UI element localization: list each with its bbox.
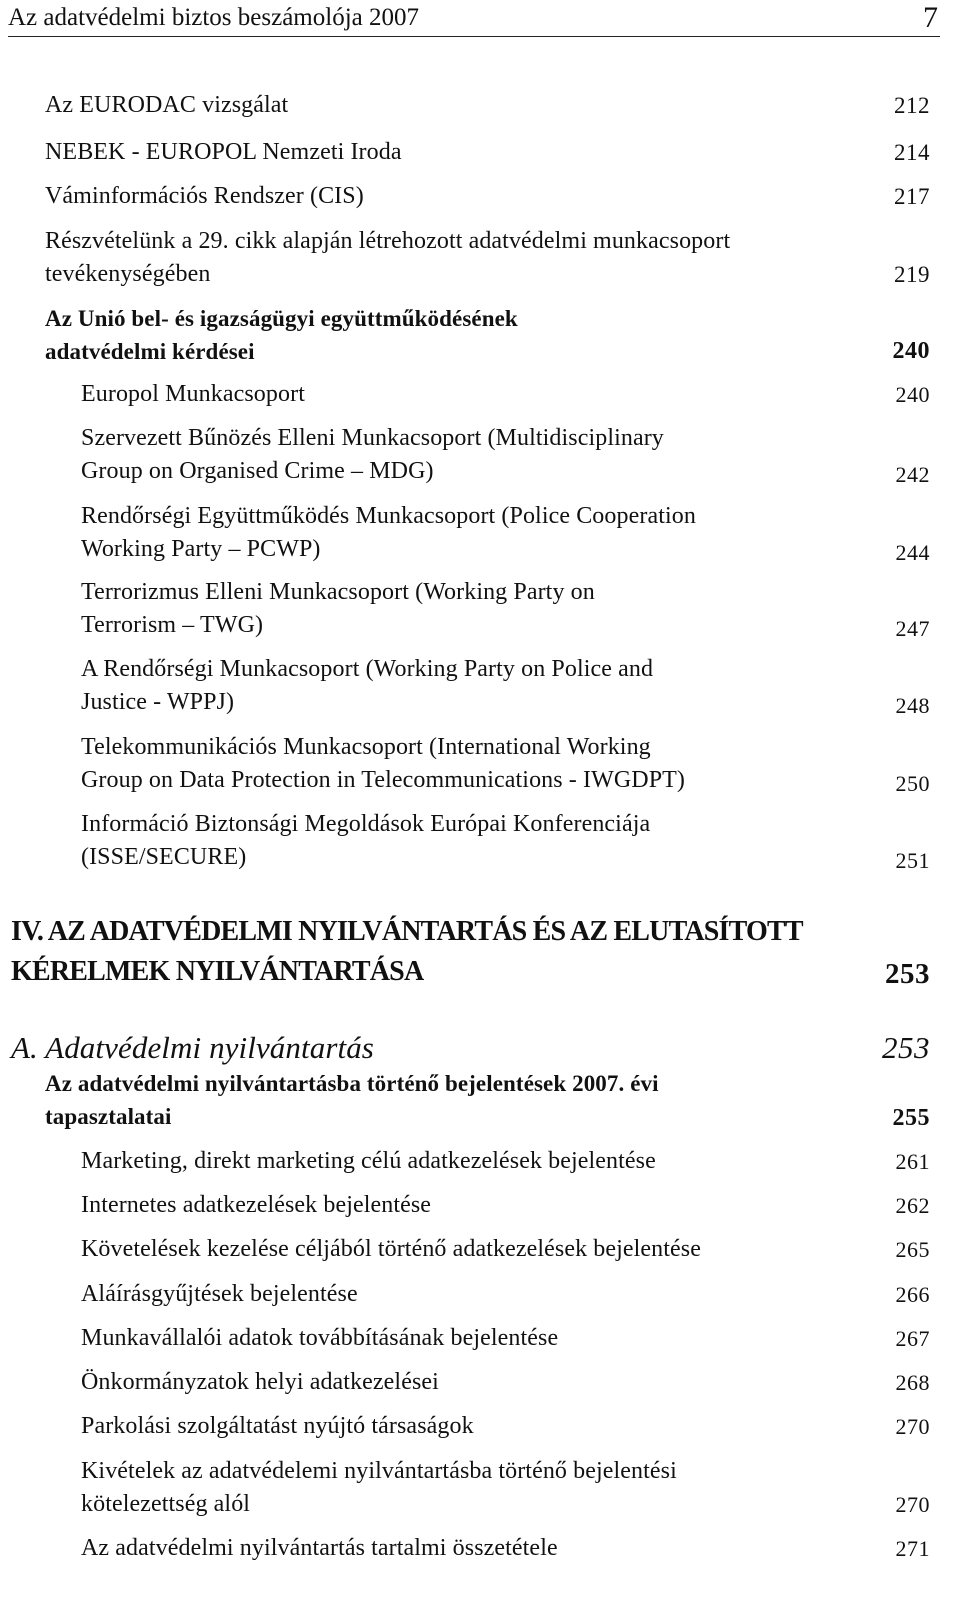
toc-entry-page: 261 [895, 1149, 930, 1174]
toc-entry-page: 270 [895, 1414, 930, 1439]
toc-entry-page: 212 [894, 93, 930, 118]
toc-entry-title: Szervezett Bűnözés Elleni Munkacsoport (Multidisciplinary Group on Organised Crime – MDG) [81, 425, 664, 484]
header-title: Az adatvédelmi biztos beszámolója 2007 [8, 4, 419, 31]
header-page-number: 7 [923, 1, 938, 34]
toc-entry-title: Információ Biztonsági Megoldások Európai Konferenciája (ISSE/SECURE) [81, 811, 651, 870]
toc-entry-page: 265 [895, 1237, 930, 1262]
toc-entry-page: 251 [895, 848, 930, 873]
toc-entry-page: 253 [885, 958, 930, 990]
toc-entry-title: Részvételünk a 29. cikk alapján létrehozott adatvédelmi munkacsoport tevékenységében [45, 228, 731, 287]
toc-entry-page: 253 [882, 1030, 930, 1065]
toc-entry-page: 267 [895, 1326, 930, 1351]
toc-entry-page: 268 [895, 1370, 930, 1395]
toc-entry-title: NEBEK - EUROPOL Nemzeti Iroda [45, 139, 402, 165]
toc-entry-title: Marketing, direkt marketing célú adatkezelések bejelentése [81, 1148, 656, 1174]
toc-entry-title: Az adatvédelmi nyilvántartás tartalmi összetétele [81, 1535, 558, 1561]
toc-entry-title: Terrorizmus Elleni Munkacsoport (Working Party on Terrorism – TWG) [81, 579, 595, 638]
toc-entry-title: Az EURODAC vizsgálat [45, 92, 289, 118]
toc-entry-page: 271 [895, 1536, 930, 1561]
toc-entry-page: 240 [892, 338, 930, 364]
toc-entry-title: A. Adatvédelmi nyilvántartás [11, 1030, 374, 1065]
toc-entry-title: Rendőrségi Együttműködés Munkacsoport (Police Cooperation Working Party – PCWP) [81, 503, 696, 562]
toc-entry-title: Munkavállalói adatok továbbításának bejelentése [81, 1325, 559, 1351]
toc-entry-page: 240 [895, 382, 930, 407]
toc-entry-page: 214 [894, 140, 930, 165]
toc-entry-title: IV. AZ ADATVÉDELMI NYILVÁNTARTÁS ÉS AZ ELUTASÍTOTT KÉRELMEK NYILVÁNTARTÁSA [11, 916, 803, 987]
toc-entry-title: Kivételek az adatvédelemi nyilvántartásba történő bejelentési kötelezettség alól [81, 1458, 677, 1517]
toc-entry-title: Parkolási szolgáltatást nyújtó társaságok [81, 1413, 474, 1439]
toc-entry-page: 244 [895, 540, 930, 565]
toc-entry-title: Váminformációs Rendszer (CIS) [45, 183, 364, 209]
toc-entry-title: Az Unió bel- és igazságügyi együttműködésének adatvédelmi kérdései [45, 306, 518, 364]
toc-entry-title: Az adatvédelmi nyilvántartásba történő bejelentések 2007. évi tapasztalatai [45, 1071, 659, 1129]
toc-entry-page: 247 [895, 616, 930, 641]
toc-entry-title: A Rendőrségi Munkacsoport (Working Party on Police and Justice - WPPJ) [81, 656, 654, 715]
toc-entry-page: 217 [894, 184, 930, 209]
toc-entry-title: Internetes adatkezelések bejelentése [81, 1192, 432, 1218]
toc-entry-page: 262 [895, 1193, 930, 1218]
toc-entry-page: 242 [895, 462, 930, 487]
toc-entry-page: 248 [895, 693, 930, 718]
toc-entry-page: 219 [894, 262, 930, 287]
toc-entry-title: Követelések kezelése céljából történő adatkezelések bejelentése [81, 1236, 701, 1262]
toc-entry-title: Europol Munkacsoport [81, 381, 305, 407]
toc-entry-page: 255 [892, 1105, 930, 1131]
toc-entry-page: 270 [895, 1492, 930, 1517]
toc-entry-page: 250 [895, 771, 930, 796]
toc-entry-title: Aláírásgyűjtések bejelentése [81, 1281, 358, 1307]
toc-entry-title: Önkormányzatok helyi adatkezelései [81, 1369, 439, 1395]
toc-entry-page: 266 [895, 1282, 930, 1307]
toc-entry-title: Telekommunikációs Munkacsoport (International Working Group on Data Protection in Telecommunications - IWGDPT) [81, 734, 686, 793]
